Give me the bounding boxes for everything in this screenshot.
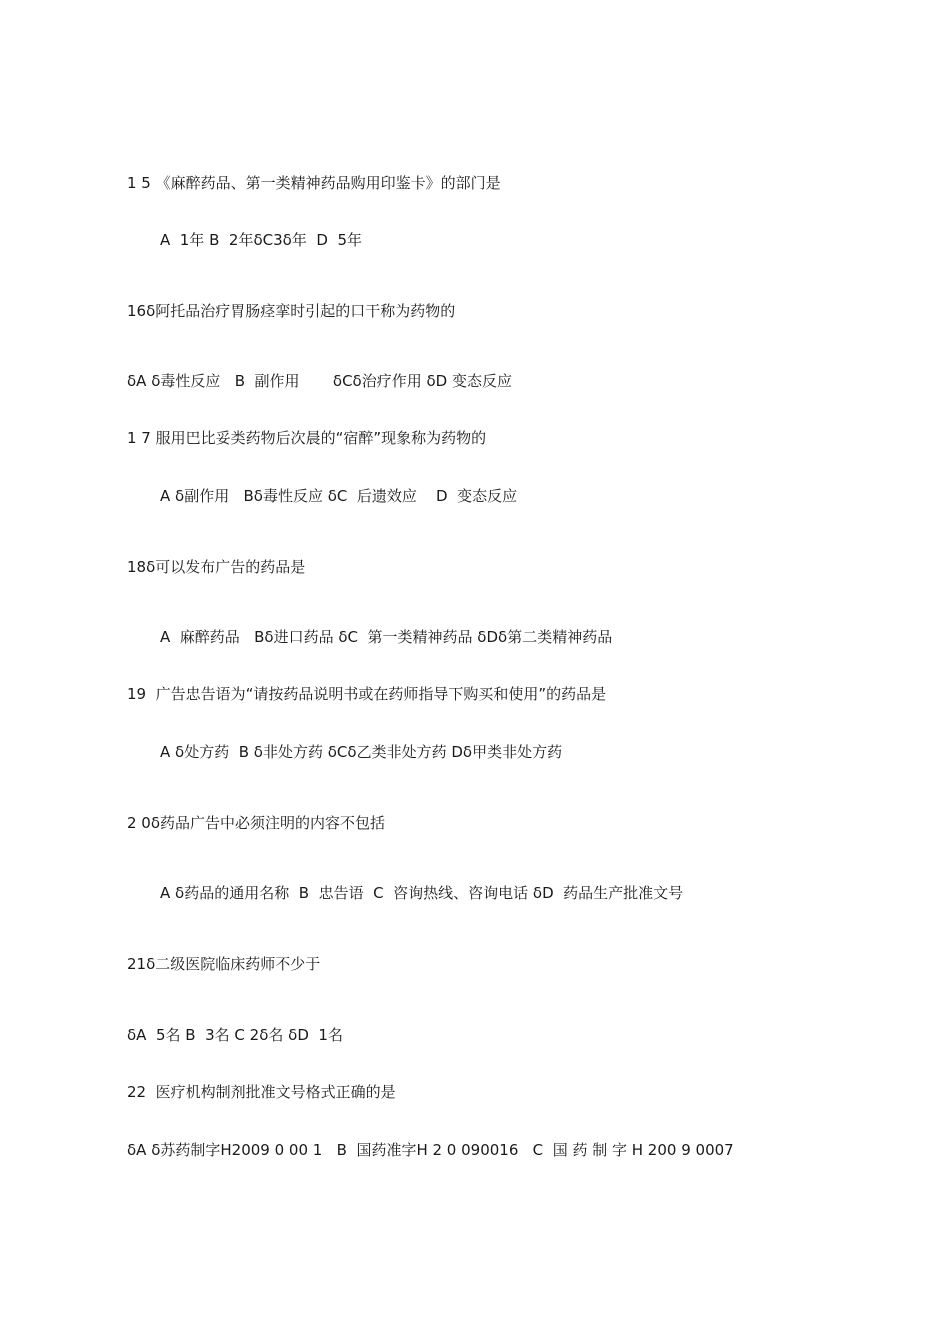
question-22: 22 医疗机构制剂批准文号格式正确的是 (127, 1083, 396, 1101)
question-20-options: A δ药品的通用名称 B 忠告语 C 咨询热线、咨询电话 δD 药品生产批准文号 (160, 884, 684, 902)
question-20: 2 0δ药品广告中必须注明的内容不包括 (127, 814, 386, 832)
question-22-options: δA δ苏药制字H2009 0 00 1 B 国药准字H 2 0 090016 C 国 药 制 字 H 200 9 0007 (127, 1141, 734, 1159)
question-18-options: A 麻醉药品 Bδ进口药品 δC 第一类精神药品 δDδ第二类精神药品 (160, 628, 613, 646)
question-21: 21δ二级医院临床药师不少于 (127, 955, 321, 973)
question-17: 1 7 服用巴比妥类药物后次晨的“宿醉”现象称为药物的 (127, 429, 487, 447)
question-19: 19 广告忠告语为“请按药品说明书或在药师指导下购买和使用”的药品是 (127, 685, 607, 703)
question-16-options: δA δ毒性反应 B 副作用 δCδ治疗作用 δD 变态反应 (127, 372, 512, 390)
question-16: 16δ阿托品治疗胃肠痉挛时引起的口干称为药物的 (127, 302, 456, 320)
question-15: 1 5 《麻醉药品、第一类精神药品购用印鉴卡》的部门是 (127, 174, 501, 192)
question-17-options: A δ副作用 Bδ毒性反应 δC 后遗效应 D 变态反应 (160, 487, 518, 505)
question-19-options: A δ处方药 B δ非处方药 δCδ乙类非处方药 Dδ甲类非处方药 (160, 743, 563, 761)
question-15-options: A 1年 B 2年δC3δ年 D 5年 (160, 231, 363, 249)
question-18: 18δ可以发布广告的药品是 (127, 558, 306, 576)
question-21-options: δA 5名 B 3名 C 2δ名 δD 1名 (127, 1026, 343, 1044)
